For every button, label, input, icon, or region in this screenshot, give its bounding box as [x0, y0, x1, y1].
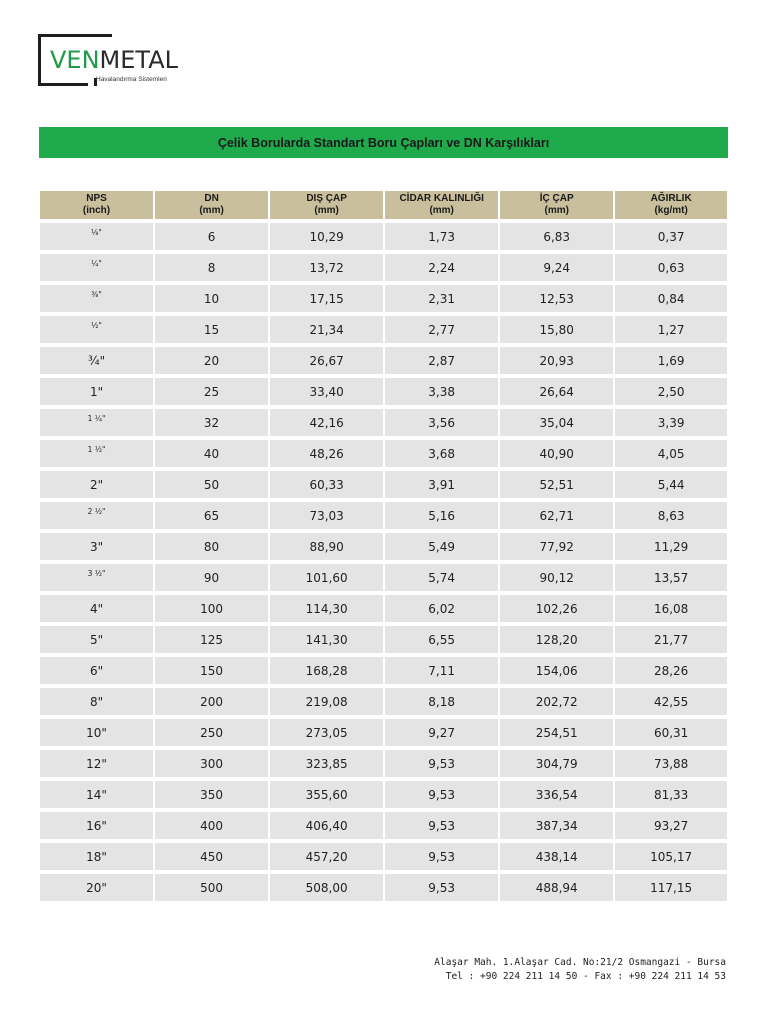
- cell-dn: 125: [155, 626, 268, 653]
- cell-weight: 0,84: [615, 285, 727, 312]
- table-row: [40, 719, 727, 746]
- document-title: Çelik Borularda Standart Boru Çapları ve DN Karşılıkları: [39, 127, 728, 158]
- cell-wall-thickness: 6,02: [385, 595, 498, 622]
- cell-wall-thickness: 9,53: [385, 750, 498, 777]
- cell-inner-diameter: 12,53: [500, 285, 613, 312]
- table-row: [40, 657, 727, 684]
- pipe-dimensions-table: [38, 187, 729, 905]
- cell-dn: 10: [155, 285, 268, 312]
- cell-weight: 3,39: [615, 409, 727, 436]
- cell-outer-diameter: 10,29: [270, 223, 383, 250]
- header-outer-diameter-unit: (mm): [314, 205, 339, 216]
- table-row: [40, 471, 727, 498]
- cell-nps: 5": [40, 626, 153, 653]
- cell-wall-thickness: 5,74: [385, 564, 498, 591]
- table-row: [40, 595, 727, 622]
- cell-wall-thickness: 7,11: [385, 657, 498, 684]
- cell-dn: 200: [155, 688, 268, 715]
- cell-nps: 3": [40, 533, 153, 560]
- cell-dn: 300: [155, 750, 268, 777]
- cell-outer-diameter: 33,40: [270, 378, 383, 405]
- table-row: [40, 843, 727, 870]
- cell-outer-diameter: 406,40: [270, 812, 383, 839]
- cell-inner-diameter: 387,34: [500, 812, 613, 839]
- logo-wordmark-ven: VEN: [50, 46, 100, 74]
- cell-weight: 42,55: [615, 688, 727, 715]
- cell-dn: 80: [155, 533, 268, 560]
- cell-wall-thickness: 6,55: [385, 626, 498, 653]
- cell-nps: 4": [40, 595, 153, 622]
- header-nps: [40, 191, 153, 219]
- cell-weight: 2,50: [615, 378, 727, 405]
- cell-dn: 40: [155, 440, 268, 467]
- cell-weight: 117,15: [615, 874, 727, 901]
- cell-outer-diameter: 13,72: [270, 254, 383, 281]
- footer-phone-fax: Tel : +90 224 211 14 50 - Fax : +90 224 211 14 53: [445, 971, 726, 982]
- table-row: [40, 316, 727, 343]
- table-row: [40, 750, 727, 777]
- cell-inner-diameter: 304,79: [500, 750, 613, 777]
- table-row: [40, 564, 727, 591]
- header-weight: [615, 191, 727, 219]
- cell-nps: 20": [40, 874, 153, 901]
- table-row: [40, 502, 727, 529]
- cell-dn: 32: [155, 409, 268, 436]
- cell-outer-diameter: 219,08: [270, 688, 383, 715]
- cell-weight: 13,57: [615, 564, 727, 591]
- cell-nps: 1": [40, 378, 153, 405]
- cell-inner-diameter: 154,06: [500, 657, 613, 684]
- cell-inner-diameter: 40,90: [500, 440, 613, 467]
- cell-nps: 2": [40, 471, 153, 498]
- cell-weight: 73,88: [615, 750, 727, 777]
- cell-nps: ½": [40, 316, 153, 343]
- cell-wall-thickness: 9,53: [385, 874, 498, 901]
- cell-wall-thickness: 2,87: [385, 347, 498, 374]
- table-row: [40, 533, 727, 560]
- cell-inner-diameter: 15,80: [500, 316, 613, 343]
- cell-weight: 1,69: [615, 347, 727, 374]
- cell-wall-thickness: 3,56: [385, 409, 498, 436]
- cell-weight: 93,27: [615, 812, 727, 839]
- cell-wall-thickness: 2,24: [385, 254, 498, 281]
- cell-dn: 100: [155, 595, 268, 622]
- header-wall-thickness-unit: (mm): [429, 205, 454, 216]
- cell-weight: 0,63: [615, 254, 727, 281]
- cell-wall-thickness: 9,27: [385, 719, 498, 746]
- cell-dn: 400: [155, 812, 268, 839]
- cell-wall-thickness: 3,68: [385, 440, 498, 467]
- cell-nps: 10": [40, 719, 153, 746]
- header-dn-unit: (mm): [199, 205, 224, 216]
- cell-outer-diameter: 273,05: [270, 719, 383, 746]
- cell-dn: 150: [155, 657, 268, 684]
- cell-weight: 8,63: [615, 502, 727, 529]
- cell-weight: 0,37: [615, 223, 727, 250]
- cell-dn: 450: [155, 843, 268, 870]
- cell-outer-diameter: 48,26: [270, 440, 383, 467]
- table-row: [40, 440, 727, 467]
- header-weight-unit: (kg/mt): [654, 205, 688, 216]
- cell-dn: 65: [155, 502, 268, 529]
- cell-nps: 2 ½": [40, 502, 153, 529]
- logo-wordmark-metal: METAL: [99, 46, 179, 74]
- cell-outer-diameter: 21,34: [270, 316, 383, 343]
- cell-outer-diameter: 101,60: [270, 564, 383, 591]
- cell-dn: 500: [155, 874, 268, 901]
- cell-nps: 14": [40, 781, 153, 808]
- cell-wall-thickness: 2,31: [385, 285, 498, 312]
- cell-nps: 1 ½": [40, 440, 153, 467]
- cell-outer-diameter: 73,03: [270, 502, 383, 529]
- table-row: [40, 409, 727, 436]
- cell-dn: 90: [155, 564, 268, 591]
- cell-inner-diameter: 77,92: [500, 533, 613, 560]
- cell-dn: 8: [155, 254, 268, 281]
- cell-outer-diameter: 42,16: [270, 409, 383, 436]
- cell-inner-diameter: 20,93: [500, 347, 613, 374]
- header-nps-title: NPS: [86, 193, 107, 204]
- cell-outer-diameter: 457,20: [270, 843, 383, 870]
- table-row: [40, 254, 727, 281]
- cell-inner-diameter: 128,20: [500, 626, 613, 653]
- cell-wall-thickness: 1,73: [385, 223, 498, 250]
- cell-inner-diameter: 26,64: [500, 378, 613, 405]
- cell-wall-thickness: 8,18: [385, 688, 498, 715]
- cell-outer-diameter: 355,60: [270, 781, 383, 808]
- cell-wall-thickness: 9,53: [385, 843, 498, 870]
- cell-nps: 6": [40, 657, 153, 684]
- cell-inner-diameter: 90,12: [500, 564, 613, 591]
- cell-inner-diameter: 336,54: [500, 781, 613, 808]
- cell-nps: 1 ¼": [40, 409, 153, 436]
- header-nps-unit: (inch): [82, 205, 111, 216]
- cell-weight: 1,27: [615, 316, 727, 343]
- cell-dn: 6: [155, 223, 268, 250]
- cell-weight: 4,05: [615, 440, 727, 467]
- table-row: [40, 812, 727, 839]
- footer-contact: [434, 956, 726, 984]
- cell-dn: 250: [155, 719, 268, 746]
- cell-inner-diameter: 6,83: [500, 223, 613, 250]
- cell-outer-diameter: 26,67: [270, 347, 383, 374]
- cell-dn: 15: [155, 316, 268, 343]
- cell-wall-thickness: 9,53: [385, 781, 498, 808]
- cell-weight: 105,17: [615, 843, 727, 870]
- cell-wall-thickness: 3,38: [385, 378, 498, 405]
- cell-dn: 350: [155, 781, 268, 808]
- table-row: [40, 285, 727, 312]
- cell-wall-thickness: 5,16: [385, 502, 498, 529]
- table-row: [40, 223, 727, 250]
- cell-weight: 21,77: [615, 626, 727, 653]
- cell-nps: ¾": [40, 347, 153, 374]
- cell-outer-diameter: 323,85: [270, 750, 383, 777]
- table-header-row: [40, 191, 727, 219]
- header-outer-diameter: [270, 191, 383, 219]
- header-wall-thickness: [385, 191, 498, 219]
- cell-weight: 60,31: [615, 719, 727, 746]
- header-inner-diameter-title: İÇ ÇAP: [539, 193, 574, 204]
- header-wall-thickness-title: CİDAR KALINLIĞI: [399, 193, 484, 204]
- table-row: [40, 626, 727, 653]
- cell-weight: 5,44: [615, 471, 727, 498]
- cell-wall-thickness: 2,77: [385, 316, 498, 343]
- cell-nps: ⅛": [40, 223, 153, 250]
- logo-wordmark: [50, 46, 178, 74]
- cell-outer-diameter: 508,00: [270, 874, 383, 901]
- cell-weight: 28,26: [615, 657, 727, 684]
- company-logo: [38, 34, 188, 90]
- header-dn-title: DN: [204, 193, 219, 204]
- cell-nps: 12": [40, 750, 153, 777]
- cell-outer-diameter: 114,30: [270, 595, 383, 622]
- table-row: [40, 874, 727, 901]
- table-body: [40, 223, 727, 901]
- cell-inner-diameter: 438,14: [500, 843, 613, 870]
- cell-outer-diameter: 60,33: [270, 471, 383, 498]
- cell-dn: 50: [155, 471, 268, 498]
- cell-inner-diameter: 254,51: [500, 719, 613, 746]
- cell-nps: 3 ½": [40, 564, 153, 591]
- cell-wall-thickness: 9,53: [385, 812, 498, 839]
- header-inner-diameter: [500, 191, 613, 219]
- cell-outer-diameter: 168,28: [270, 657, 383, 684]
- cell-inner-diameter: 9,24: [500, 254, 613, 281]
- cell-weight: 81,33: [615, 781, 727, 808]
- cell-nps: 8": [40, 688, 153, 715]
- cell-weight: 11,29: [615, 533, 727, 560]
- cell-inner-diameter: 202,72: [500, 688, 613, 715]
- logo-tagline: Havalandırma Sistemleri: [96, 76, 167, 83]
- header-dn: [155, 191, 268, 219]
- table-row: [40, 347, 727, 374]
- footer-address: Alaşar Mah. 1.Alaşar Cad. No:21/2 Osmangazi - Bursa: [434, 957, 726, 968]
- cell-inner-diameter: 488,94: [500, 874, 613, 901]
- cell-weight: 16,08: [615, 595, 727, 622]
- cell-wall-thickness: 5,49: [385, 533, 498, 560]
- header-outer-diameter-title: DIŞ ÇAP: [306, 193, 347, 204]
- cell-wall-thickness: 3,91: [385, 471, 498, 498]
- table-row: [40, 688, 727, 715]
- cell-nps: 18": [40, 843, 153, 870]
- cell-inner-diameter: 52,51: [500, 471, 613, 498]
- cell-nps: ¼": [40, 254, 153, 281]
- cell-inner-diameter: 62,71: [500, 502, 613, 529]
- cell-inner-diameter: 35,04: [500, 409, 613, 436]
- table-row: [40, 781, 727, 808]
- cell-dn: 20: [155, 347, 268, 374]
- cell-nps: 16": [40, 812, 153, 839]
- table-row: [40, 378, 727, 405]
- cell-outer-diameter: 88,90: [270, 533, 383, 560]
- cell-outer-diameter: 17,15: [270, 285, 383, 312]
- cell-inner-diameter: 102,26: [500, 595, 613, 622]
- cell-dn: 25: [155, 378, 268, 405]
- header-inner-diameter-unit: (mm): [544, 205, 569, 216]
- logo-frame-top: [88, 34, 112, 37]
- cell-nps: ⅜": [40, 285, 153, 312]
- header-weight-title: AĞIRLIK: [650, 193, 692, 204]
- cell-outer-diameter: 141,30: [270, 626, 383, 653]
